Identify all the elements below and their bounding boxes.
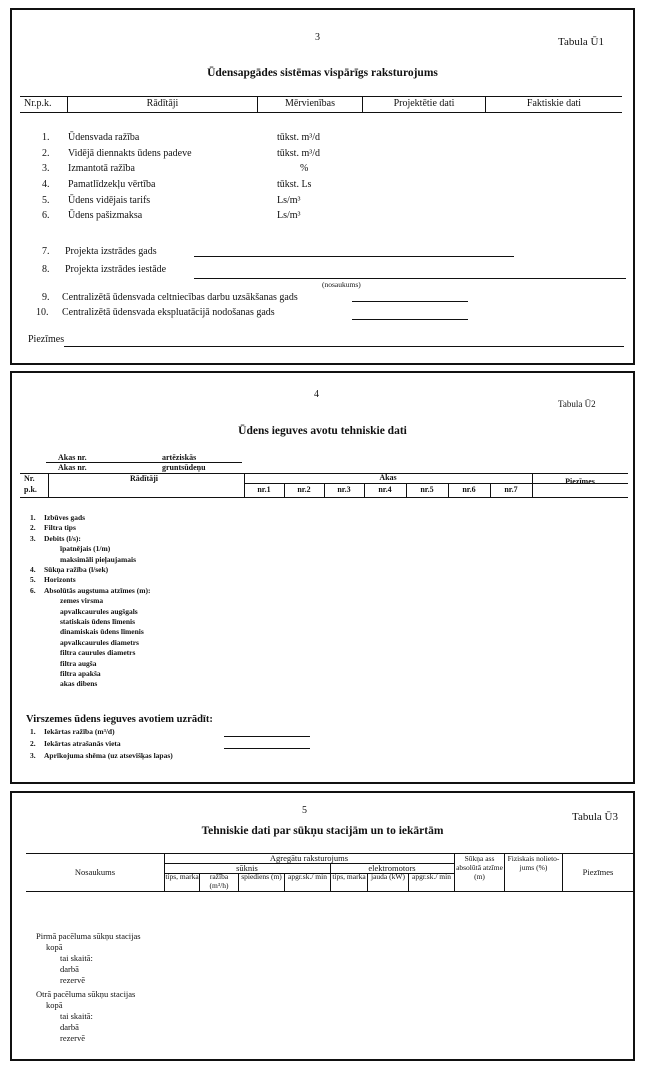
row-number: 3. <box>42 163 50 174</box>
row-indicator: Horizonts <box>44 575 76 585</box>
well-header-6: nr.6 <box>462 485 476 494</box>
header-agregatu: Agregātu raksturojums <box>269 853 349 863</box>
row-indicator: Iekārtas ražība (m³/d) <box>44 727 115 736</box>
table-title: Ūdens ieguves avotu tehniskie dati <box>238 425 407 437</box>
row-indicator: īpatnējais (1/m) <box>60 544 111 554</box>
group-work: darbā <box>60 1022 79 1032</box>
row-indicator: Izbūves gads <box>44 513 86 522</box>
table-title: Ūdensapgādes sistēmas vispārīgs raksturojums <box>207 67 438 79</box>
notes-label: Piezīmes <box>28 334 65 345</box>
row-number: 5. <box>42 195 50 206</box>
table-u2-panel <box>10 371 635 784</box>
table-label: Tabula Ū2 <box>558 399 596 409</box>
page-number: 4 <box>314 389 319 400</box>
row-indicator: Ūdens vidējais tarifs <box>68 195 151 206</box>
table-label: Tabula Ū1 <box>558 36 604 48</box>
row-indicator: statiskais ūdens līmenis <box>60 617 136 626</box>
header-pump-capacity: ražība (m³/h) <box>209 872 229 890</box>
row-number: 4. <box>30 565 36 574</box>
row-indicator: filtra apakša <box>60 669 101 678</box>
row-indicator: filtra caurules diametrs <box>60 648 136 658</box>
row-unit: Ls/m³ <box>277 195 301 206</box>
row-number: 5. <box>30 575 36 585</box>
header-nr: Nr.p.k. <box>24 98 52 109</box>
row-unit: tūkst. m³/d <box>277 148 321 159</box>
row-indicator: zemes virsma <box>60 596 104 606</box>
row-number: 8. <box>42 264 50 275</box>
row-indicator: Ūdens pašizmaksa <box>68 210 143 221</box>
header-akas: Akas <box>379 473 397 482</box>
header-suknis: sūknis <box>236 863 258 873</box>
row-number: 1. <box>30 513 36 522</box>
header-axis-mark: Sūkņa ass absolūtā atzīme (m) <box>456 854 503 881</box>
header-pump-pressure: spiediens (m) <box>241 872 282 881</box>
well-header-2: nr.2 <box>297 485 311 494</box>
row-indicator: Ūdensvada ražība <box>68 132 140 143</box>
akas-label-2: Akas nr. <box>58 463 87 472</box>
row-indicator: Vidējā diennakts ūdens padeve <box>68 148 192 159</box>
group-total: kopā <box>46 1000 63 1010</box>
header-motor-type: tips, marka <box>332 872 366 881</box>
row-number: 3. <box>30 751 36 760</box>
group-incl: tai skaitā: <box>60 1011 93 1021</box>
row-number: 2. <box>30 739 36 748</box>
row-indicator: apvalkcaurules diametrs <box>60 637 139 647</box>
row-unit: tūkst. Ls <box>277 179 312 190</box>
row-number: 4. <box>42 179 50 190</box>
group-title: Otrā pacēluma sūkņu stacijas <box>36 989 136 999</box>
row-number: 6. <box>30 585 36 595</box>
page-number: 3 <box>315 32 320 43</box>
well-header-5: nr.5 <box>420 485 434 494</box>
row-indicator: Filtra tips <box>44 523 76 533</box>
akas-type-2: gruntsūdeņu <box>162 463 206 472</box>
row-indicator: filtra augša <box>60 658 97 668</box>
row-number: 6. <box>42 210 50 221</box>
surface-section-title: Virszemes ūdens ieguves avotiem uzrādīt: <box>26 714 213 725</box>
well-header-4: nr.4 <box>378 485 392 494</box>
header-projektetie: Projektētie dati <box>393 98 455 109</box>
akas-type-1: artēziskās <box>162 453 197 462</box>
akas-label-1: Akas nr. <box>58 453 87 462</box>
table-label: Tabula Ū3 <box>572 811 618 823</box>
header-piezimes: Piezīmes <box>565 477 595 486</box>
row-unit: tūkst. m³/d <box>277 132 321 143</box>
header-mervienibas: Mērvienības <box>285 98 335 109</box>
header-piezimes: Piezīmes <box>582 867 614 877</box>
row-number: 9. <box>42 292 50 303</box>
page-number: 5 <box>302 805 307 816</box>
header-motor-rpm: apgr.sk./ min <box>412 872 451 881</box>
header-physical-wear: Fiziskais nolieto- jums (%) <box>507 854 560 872</box>
row-indicator: akas dibens <box>60 679 98 689</box>
row-unit: % <box>300 163 309 174</box>
row-number: 1. <box>30 727 36 736</box>
row-indicator: Centralizētā ūdensvada ekspluatācijā nodošanas gads <box>62 307 275 318</box>
header-raditaji: Rādītāji <box>146 98 179 109</box>
group-work: darbā <box>60 964 79 974</box>
header-motor-power: jauda (kW) <box>371 872 405 881</box>
table-title: Tehniskie dati par sūkņu stacijām un to iekārtām <box>201 825 444 837</box>
group-incl: tai skaitā: <box>60 953 93 963</box>
row-number: 2. <box>30 523 36 533</box>
row-number: 2. <box>42 148 50 159</box>
well-header-3: nr.3 <box>337 485 351 494</box>
row-indicator: apvalkcaurules augšgals <box>60 606 138 616</box>
header-pump-rpm: apgr.sk./ min <box>288 872 327 881</box>
row-indicator: maksimāli pieļaujamais <box>60 554 137 564</box>
row-number: 1. <box>42 132 50 143</box>
row-indicator: Projekta izstrādes iestāde <box>65 264 167 275</box>
name-hint: (nosaukums) <box>322 280 361 289</box>
header-nosaukums: Nosaukums <box>74 867 116 877</box>
row-indicator: Debits (l/s): <box>44 533 81 543</box>
row-indicator: Projekta izstrādes gads <box>65 246 157 257</box>
header-faktiskie: Faktiskie dati <box>526 98 582 109</box>
well-header-1: nr.1 <box>257 485 271 494</box>
row-indicator: Pamatlīdzekļu vērtība <box>68 179 156 190</box>
row-indicator: Sūkņa ražība (l/sek) <box>44 565 109 574</box>
row-indicator: Absolūtās augstuma atzīmes (m): <box>44 585 151 595</box>
row-indicator: dinamiskais ūdens līmenis <box>60 627 144 637</box>
table-u3-panel <box>10 791 635 1061</box>
row-number: 7. <box>42 246 50 257</box>
row-unit: Ls/m³ <box>277 210 301 221</box>
header-nr: Nr. <box>24 474 35 483</box>
row-indicator: Centralizētā ūdensvada celtniecības darbu uzsākšanas gads <box>62 292 298 303</box>
row-indicator: Aprīkojuma shēma (uz atsevišķas lapas) <box>44 751 173 760</box>
group-total: kopā <box>46 942 63 952</box>
well-header-7: nr.7 <box>504 485 518 494</box>
group-reserve: rezervē <box>60 1033 86 1043</box>
header-pump-type: tips, marka <box>165 872 199 881</box>
row-indicator: Izmantotā ražība <box>68 163 135 174</box>
table-u1-panel <box>10 8 635 365</box>
header-pk: p.k. <box>24 485 37 494</box>
row-number: 10. <box>36 307 49 318</box>
header-elektromotors: elektromotors <box>368 863 416 873</box>
row-indicator: Iekārtas atrašanās vieta <box>44 739 121 748</box>
header-raditaji: Rādītāji <box>130 474 158 483</box>
group-title: Pirmā pacēluma sūkņu stacijas <box>36 931 141 941</box>
group-reserve: rezervē <box>60 975 86 985</box>
row-number: 3. <box>30 533 36 543</box>
